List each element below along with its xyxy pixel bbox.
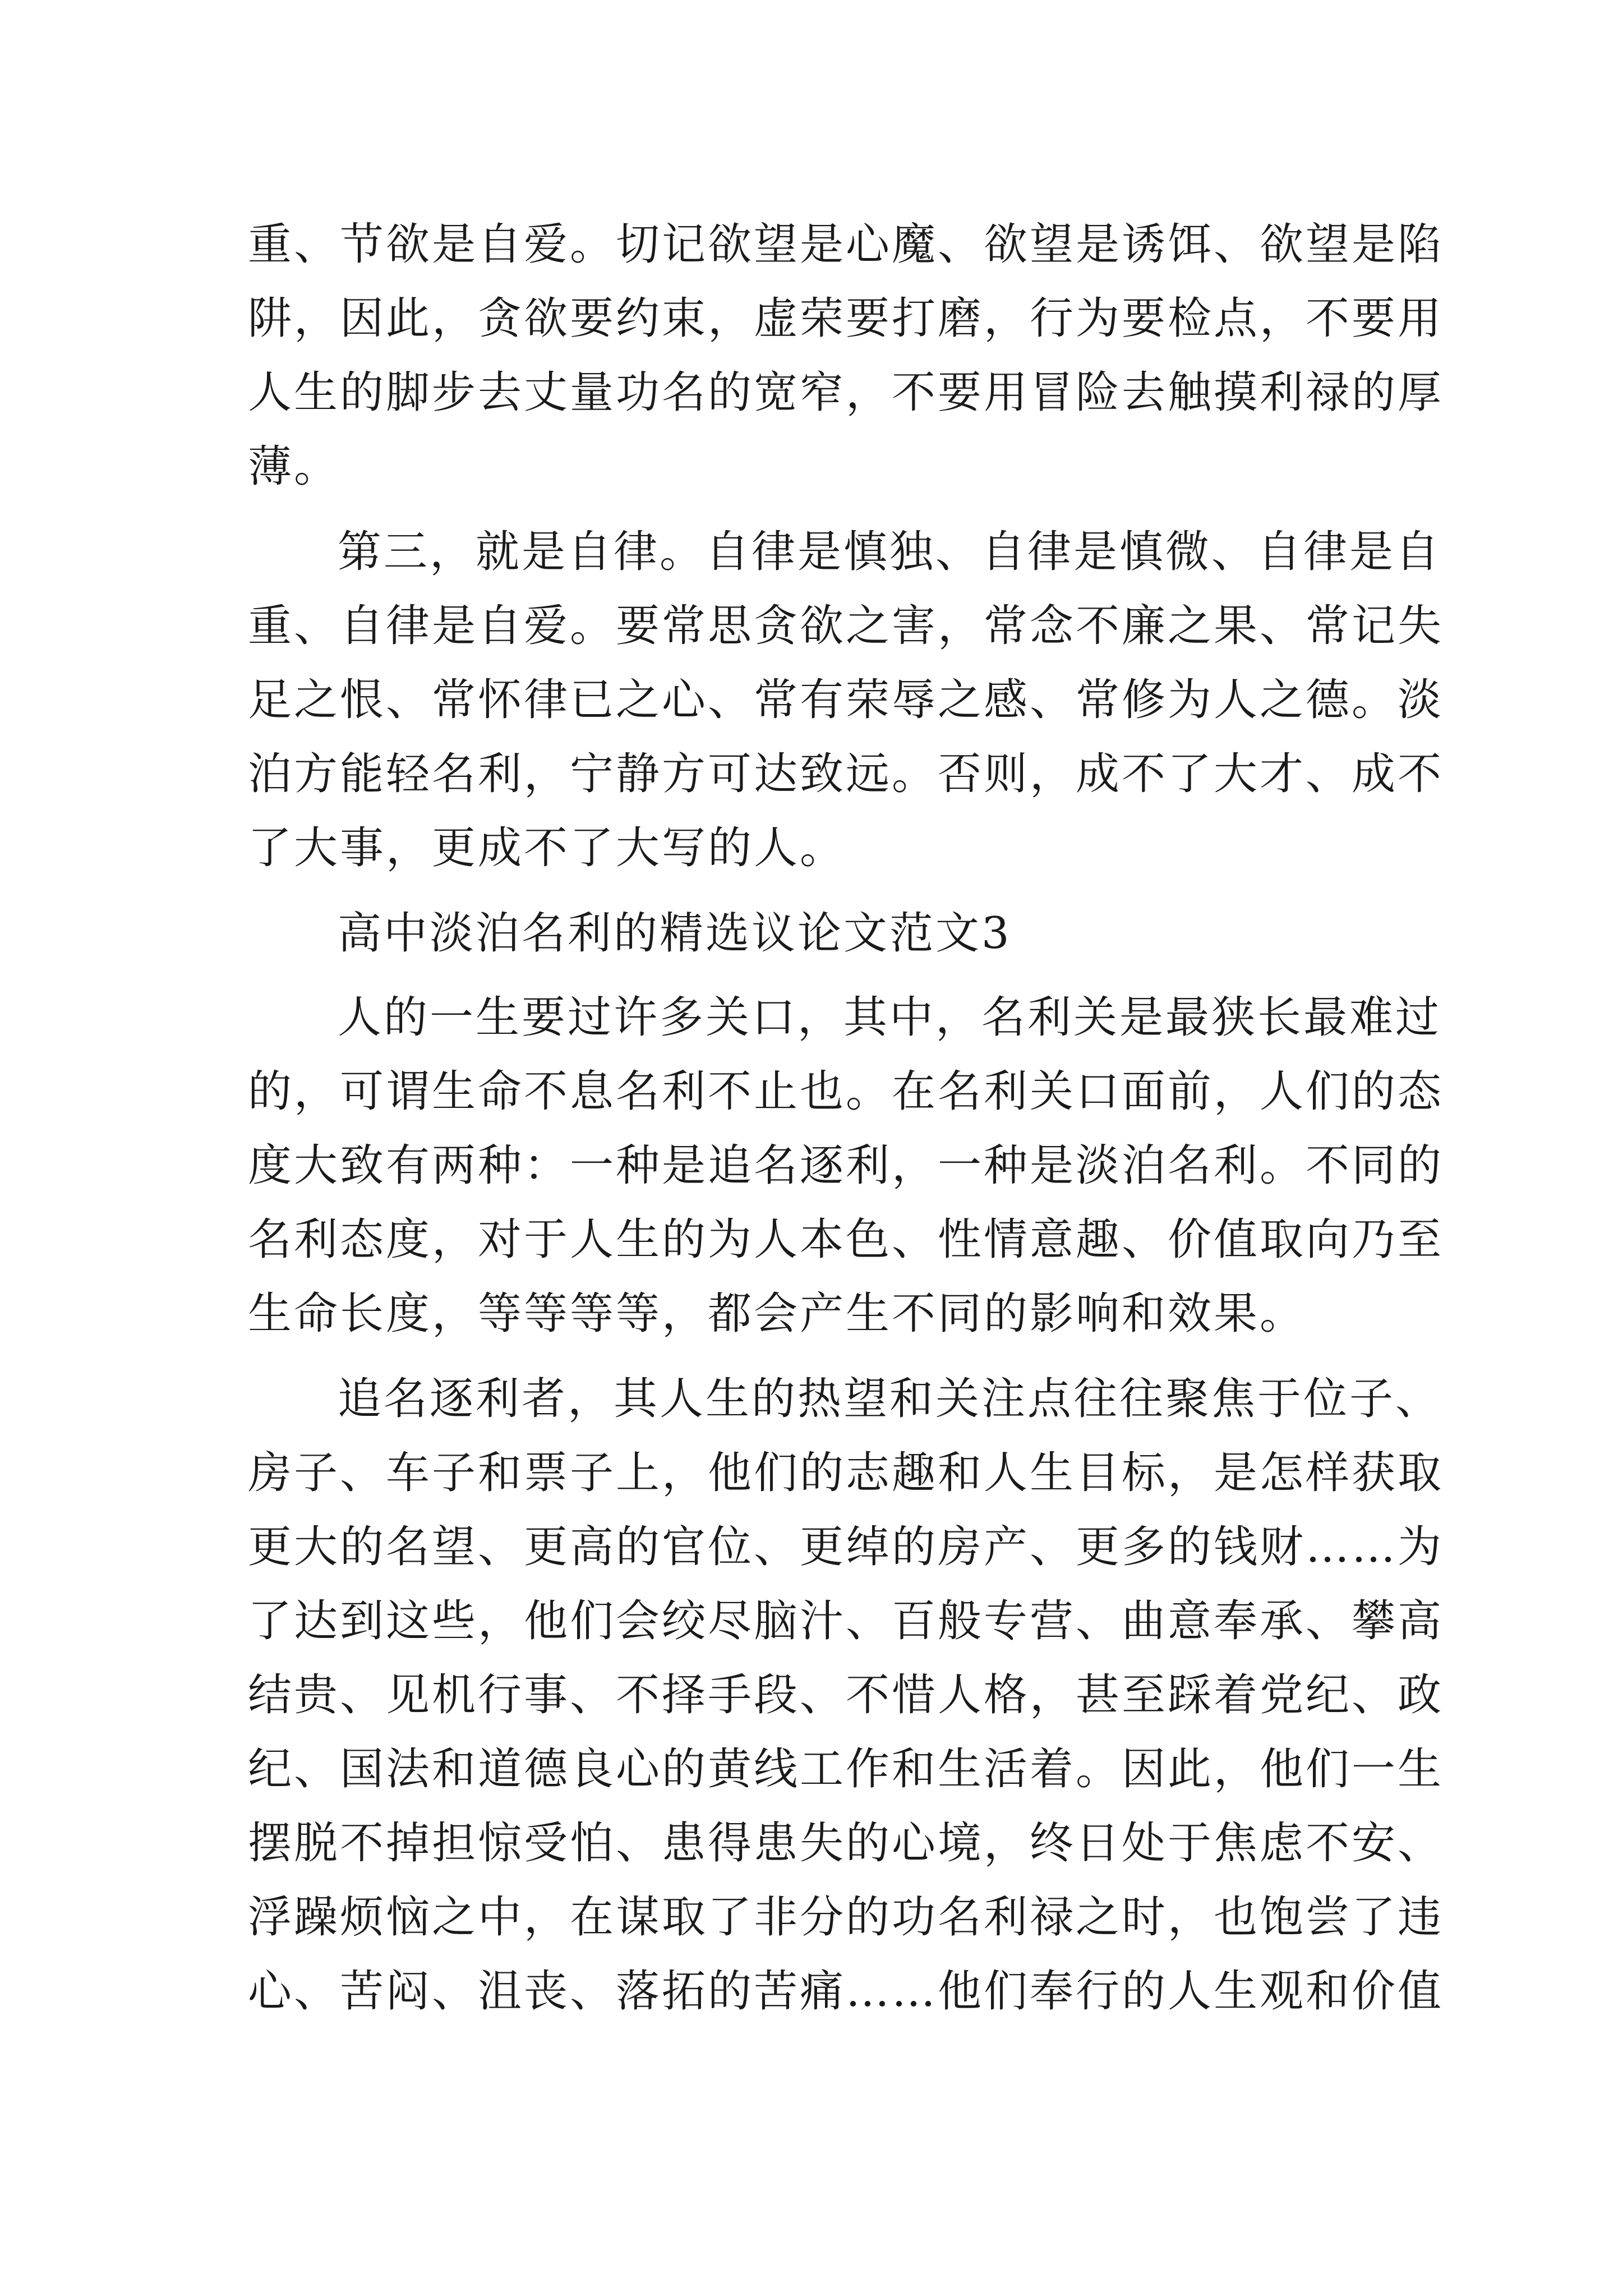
text-line: 浮躁烦恼之中，在谋取了非分的功名利禄之时，也饱尝了违 (248, 1892, 1444, 1943)
text-line: 阱，因此，贪欲要约束，虚荣要打磨，行为要检点，不要用 (248, 293, 1444, 344)
text-line: 了达到这些，他们会绞尽脑汁、百般专营、曲意奉承、攀高 (248, 1596, 1444, 1646)
text-line: 薄。 (248, 441, 340, 492)
paragraph-first-line: 人的一生要过许多关口，其中，名利关是最狭长最难过 (338, 992, 1442, 1043)
text-line: 房子、车子和票子上，他们的志趣和人生目标，是怎样获取 (248, 1448, 1444, 1498)
paragraph-first-line: 第三，就是自律。自律是慎独、自律是慎微、自律是自 (338, 527, 1442, 577)
text-line: 重、节欲是自爱。切记欲望是心魔、欲望是诱饵、欲望是陷 (248, 219, 1444, 270)
section-heading: 高中淡泊名利的精选议论文范文3 (338, 908, 1012, 959)
text-line: 了大事，更成不了大写的人。 (248, 823, 846, 873)
text-line: 泊方能轻名利，宁静方可达致远。否则，成不了大才、成不 (248, 749, 1444, 799)
text-line: 的，可谓生命不息名利不止也。在名利关口面前，人们的态 (248, 1066, 1444, 1117)
text-line: 重、自律是自爱。要常思贪欲之害，常念不廉之果、常记失 (248, 601, 1444, 651)
text-line: 纪、国法和道德良心的黄线工作和生活着。因此，他们一生 (248, 1744, 1444, 1795)
paragraph-first-line: 追名逐利者，其人生的热望和关注点往往聚焦于位子、 (338, 1374, 1442, 1424)
text-line: 度大致有两种：一种是追名逐利，一种是淡泊名利。不同的 (248, 1140, 1444, 1191)
text-line: 心、苦闷、沮丧、落拓的苦痛……他们奉行的人生观和价值 (248, 1966, 1444, 2017)
text-line: 足之恨、常怀律已之心、常有荣辱之感、常修为人之德。淡 (248, 675, 1444, 725)
text-line: 人生的脚步去丈量功名的宽窄，不要用冒险去触摸利禄的厚 (248, 367, 1444, 418)
text-line: 名利态度，对于人生的为人本色、性情意趣、价值取向乃至 (248, 1214, 1444, 1265)
text-line: 更大的名望、更高的官位、更绰的房产、更多的钱财……为 (248, 1522, 1444, 1572)
text-line: 生命长度，等等等等，都会产生不同的影响和效果。 (248, 1289, 1306, 1339)
text-line: 结贵、见机行事、不择手段、不惜人格，甚至踩着党纪、政 (248, 1670, 1444, 1720)
text-line: 摆脱不掉担惊受怕、患得患失的心境，终日处于焦虑不安、 (248, 1818, 1444, 1869)
